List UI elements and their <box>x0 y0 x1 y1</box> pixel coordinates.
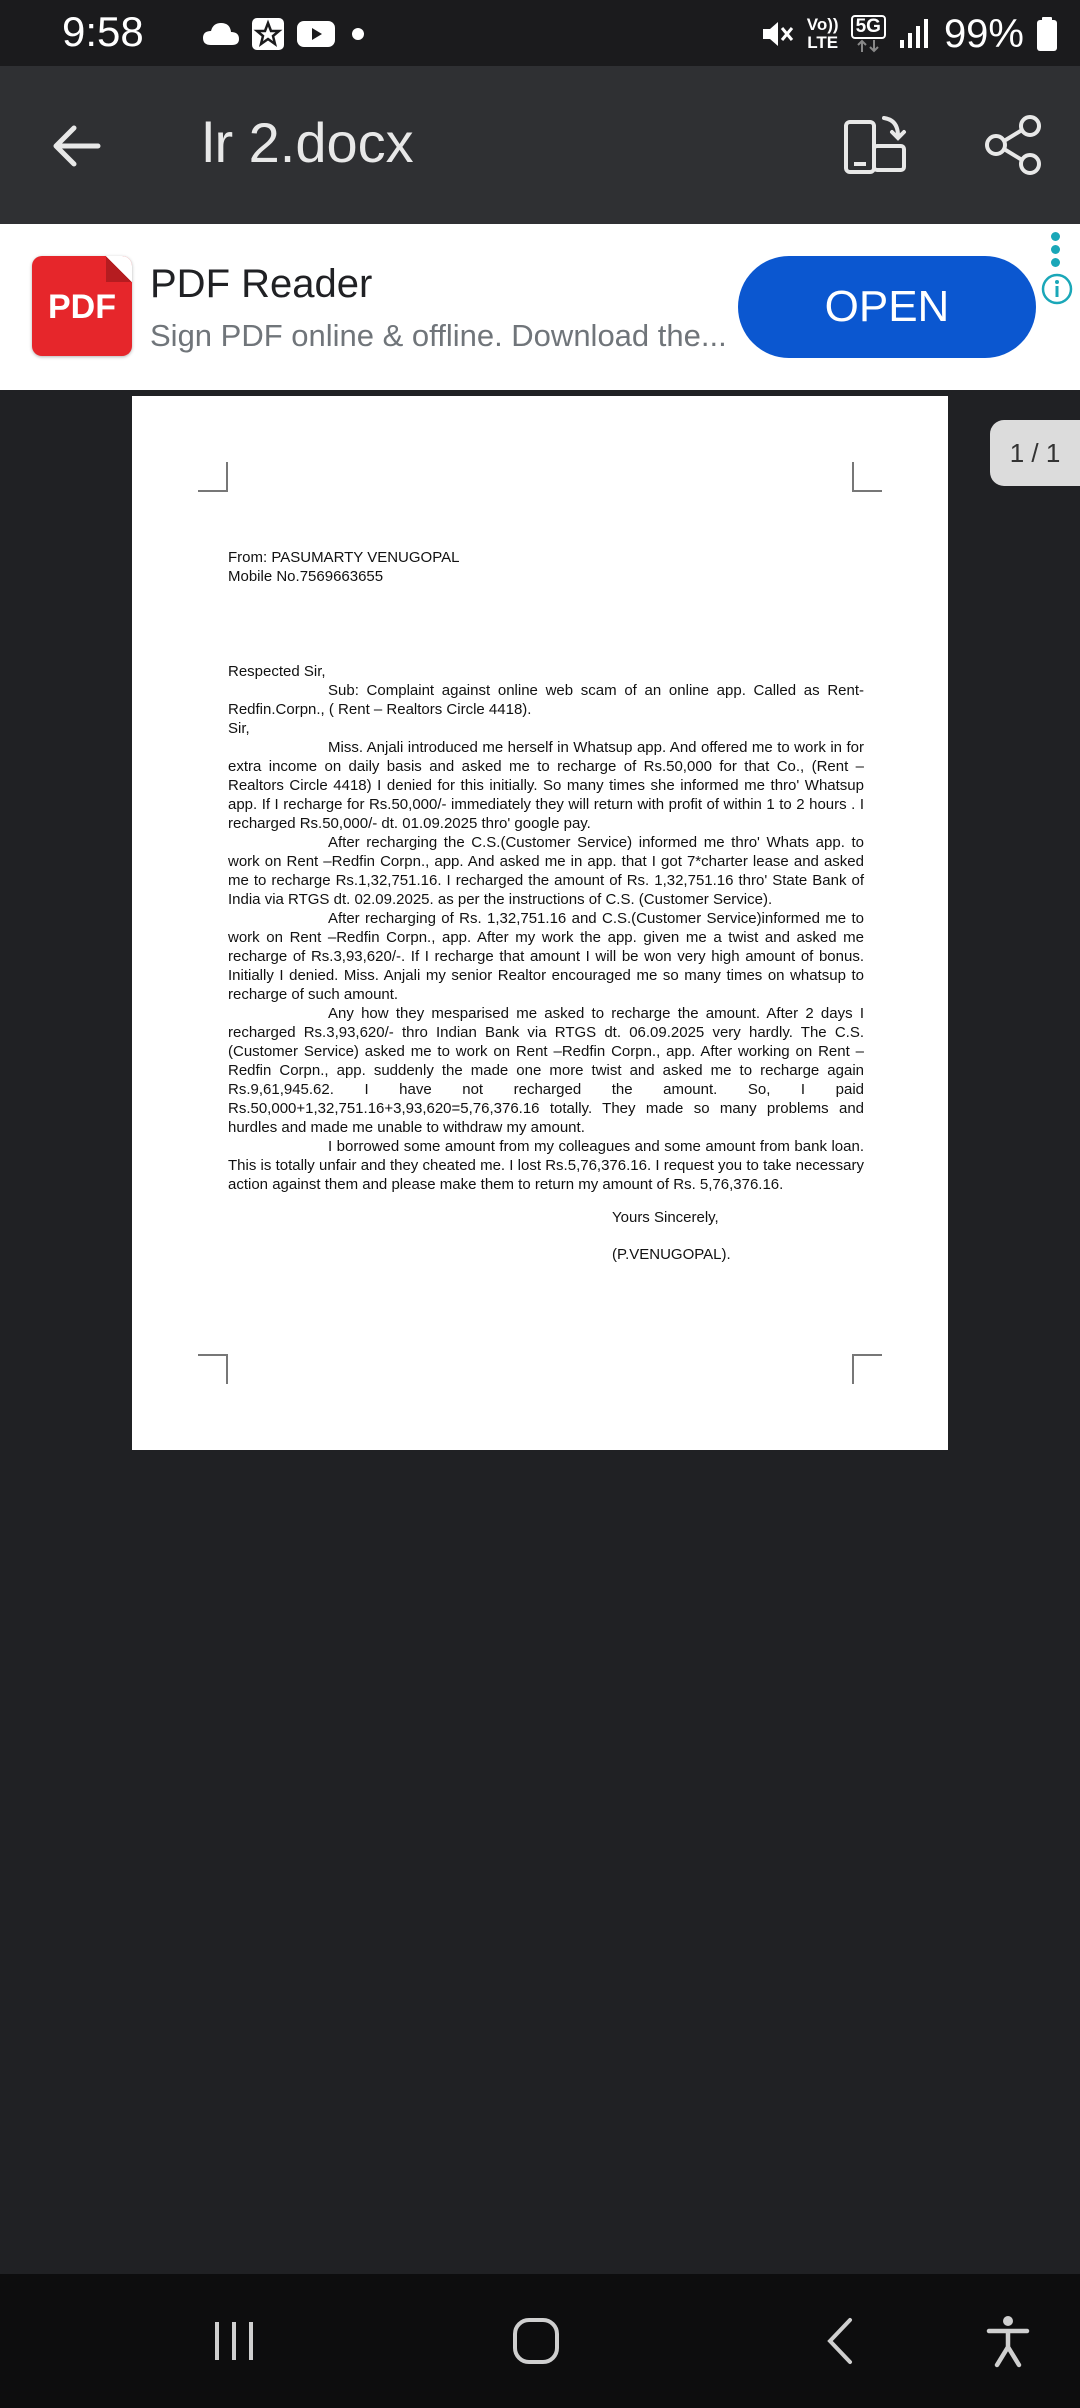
salutation: Respected Sir, <box>228 663 326 680</box>
subject-line: Sub: Complaint against online web scam of an online app. Called as Rent-Redfin.Corpn., ( Rent – Realtors Circle 4418). <box>228 682 864 718</box>
5g-indicator <box>851 15 886 53</box>
home-icon <box>509 2314 563 2368</box>
closing: Yours Sincerely, <box>612 1209 719 1226</box>
ad-description[interactable]: Sign PDF online & offline. Download the... <box>150 318 727 353</box>
crop-mark-top-right <box>852 462 882 492</box>
status-bar <box>0 0 1080 66</box>
signature: (P.VENUGOPAL). <box>612 1246 731 1263</box>
ad-open-button[interactable]: OPEN <box>738 256 1036 358</box>
crop-mark-top-left <box>198 462 228 492</box>
from-line: From: PASUMARTY VENUGOPAL <box>228 549 460 566</box>
mobile-line: Mobile No.7569663655 <box>228 568 384 585</box>
notification-icons <box>202 14 370 54</box>
screen-rotation-icon <box>840 110 910 180</box>
crop-mark-bottom-right <box>852 1354 882 1384</box>
chevron-left-icon <box>820 2314 860 2368</box>
signal-icon <box>898 18 932 50</box>
back-button[interactable] <box>46 114 110 178</box>
app-notification-icon <box>250 16 286 52</box>
sir-line: Sir, <box>228 720 250 737</box>
more-notifications-dot-icon <box>346 22 370 46</box>
page-fold-icon <box>106 256 132 282</box>
share-icon <box>980 112 1046 178</box>
page-indicator: 1 / 1 <box>990 420 1080 486</box>
paragraph-3: After recharging of Rs. 1,32,751.16 and C.S.(Customer Service)informed me to work on Rent –Redfin Corpn., app. After my work the app. given me a twist and asked me recharge of Rs.3,93,620/-. If I recharge that amount I will be won very high amount of bonus. Initially I denied. Miss. Anjali my senior Realtor encouraged me so many times on whatsup to recharge of such amount. <box>228 910 864 1003</box>
paragraph-4: Any how they mesparised me asked to recharge the amount. After 2 days I recharged Rs.3,93,620/- thro Indian Bank via RTGS dt. 06.09.2025 very hardly. The C.S. (Customer Service) asked me to work on Rent –Redfin Corpn., app. After working on Rent –Redfin Corpn., app. suddenly the made one more twist and asked me to recharge again Rs.9,61,945.62. I have not recharged the amount. So, I paid Rs.50,000+1,32,751.16+3,93,620=5,76,376.16 totally. They made so many problems and hurdles and made me unable to withdraw my amount. <box>228 1005 864 1136</box>
data-arrows-icon <box>855 39 881 53</box>
app-bar <box>0 66 1080 224</box>
nav-back-button[interactable] <box>780 2274 900 2408</box>
crop-mark-bottom-left <box>198 1354 228 1384</box>
paragraph-1: Miss. Anjali introduced me herself in Whatsup app. And offered me to work in for extra income on daily basis and asked me to recharge of Rs.50,000 for that Co., (Rent – Realtors Circle 4418) I denied for this initially. So many times she informed me thro' Whatsup app. If I recharge for Rs.50,000/- immediately they will return with profit of within 1 to 2 hours . I recharged Rs.50,000/- dt. 01.09.2025 thro' google pay. <box>228 739 864 832</box>
home-button[interactable] <box>476 2274 596 2408</box>
ad-app-icon[interactable] <box>32 256 132 356</box>
arrow-left-icon <box>46 114 110 178</box>
document-viewer[interactable] <box>0 390 1080 2274</box>
volte-label: Vo)) <box>806 15 839 34</box>
document-page[interactable] <box>132 396 948 1450</box>
ad-title[interactable]: PDF Reader <box>150 262 373 306</box>
ad-options-icon[interactable] <box>1050 232 1062 272</box>
youtube-icon <box>296 18 336 50</box>
rotate-screen-button[interactable] <box>840 110 910 180</box>
document-title: lr 2.docx <box>202 111 414 174</box>
ad-info-icon[interactable] <box>1040 272 1074 306</box>
5g-label: 5G <box>851 15 886 39</box>
battery-percentage: 99% <box>943 11 1024 56</box>
recent-apps-button[interactable] <box>174 2274 294 2408</box>
letter-body <box>228 548 864 1264</box>
accessibility-button[interactable] <box>948 2274 1068 2408</box>
paragraph-2: After recharging the C.S.(Customer Service) informed me thro' Whats app. to work on Rent –Redfin Corpn., app. And asked me in app. that I got 7*charter lease and asked me to recharge Rs.1,32,751.16. I recharged the amount of Rs. 1,32,751.16 thro' State Bank of India via RTGS dt. 02.09.2025. as per the instructions of C.S. (Customer Service). <box>228 834 864 908</box>
recent-apps-icon <box>209 2316 259 2366</box>
accessibility-icon <box>983 2313 1033 2369</box>
lte-label: LTE <box>807 33 839 52</box>
share-button[interactable] <box>980 112 1046 178</box>
status-right <box>759 10 1058 58</box>
volte-indicator <box>807 16 839 52</box>
ad-icon-label: PDF <box>48 288 116 326</box>
ad-banner[interactable] <box>0 224 1080 390</box>
paragraph-5: I borrowed some amount from my colleagues and some amount from bank loan. This is totally unfair and they cheated me. I lost Rs.5,76,376.16. I request you to take necessary action against them and please make them to return my amount of Rs. 5,76,376.16. <box>228 1138 864 1193</box>
battery-icon <box>1036 16 1058 52</box>
mute-icon <box>759 16 795 52</box>
navigation-bar <box>0 2274 1080 2408</box>
status-time: 9:58 <box>62 8 144 55</box>
cloud-icon <box>202 21 240 47</box>
